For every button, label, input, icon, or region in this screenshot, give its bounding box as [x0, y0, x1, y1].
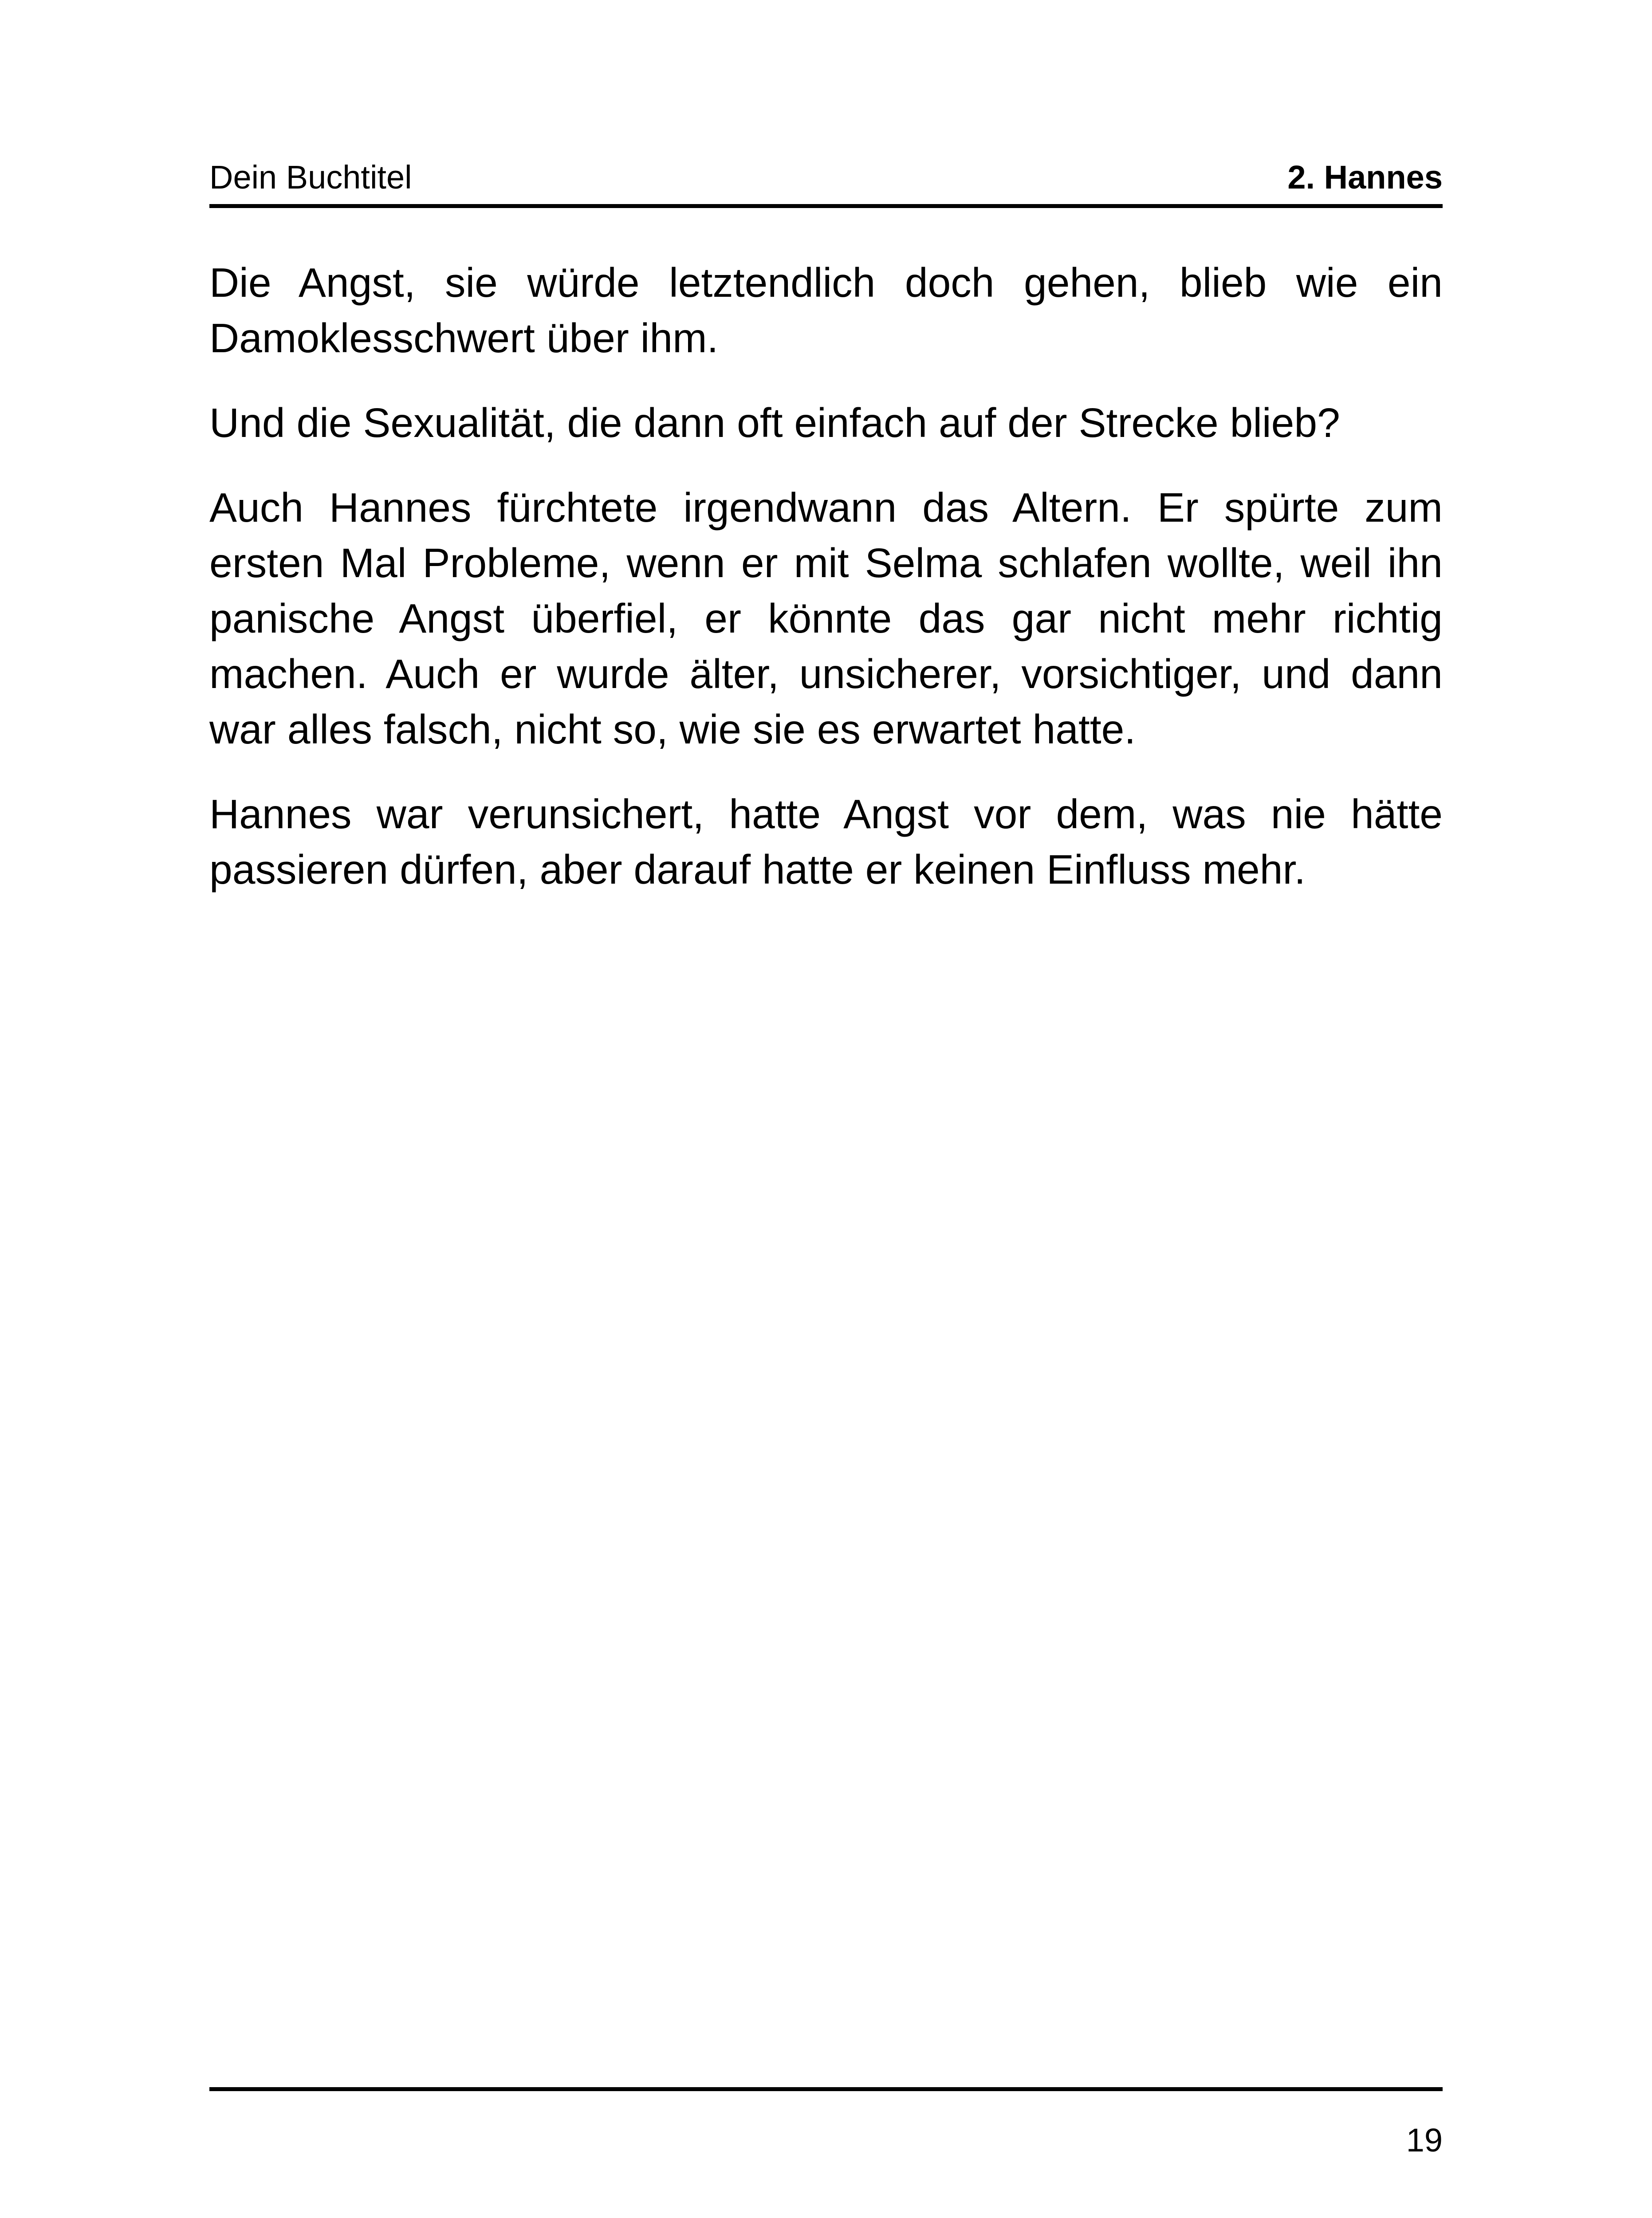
paragraph: Die Angst, sie würde letztendlich doch gehen, blieb wie ein Damoklesschwert über ihm. [209, 260, 1443, 361]
chapter-title: 2. Hannes [1287, 159, 1443, 196]
running-header [209, 155, 1443, 208]
paragraph: Hannes war verunsichert, hatte Angst vor dem, was nie hätte passieren dürfen, aber darauf hatte er keinen Einfluss mehr. [209, 791, 1443, 893]
body-text [209, 255, 1443, 927]
paragraph: Auch Hannes fürchtete irgendwann das Altern. Er spürte zum ersten Mal Probleme, wenn er mit Selma schlafen wollte, weil ihn panische Angst überfiel, er könnte das gar nicht mehr richtig machen. Auch er wurde älter, unsicherer, vorsichtiger, und dann war alles falsch, nicht so, wie sie es erwartet hatte. [209, 484, 1443, 752]
footer-divider [209, 2087, 1443, 2091]
header-divider [209, 204, 1443, 208]
page-number: 19 [1406, 2122, 1443, 2159]
book-title: Dein Buchtitel [209, 159, 412, 196]
paragraph: Und die Sexualität, die dann oft einfach auf der Strecke blieb? [209, 400, 1340, 446]
